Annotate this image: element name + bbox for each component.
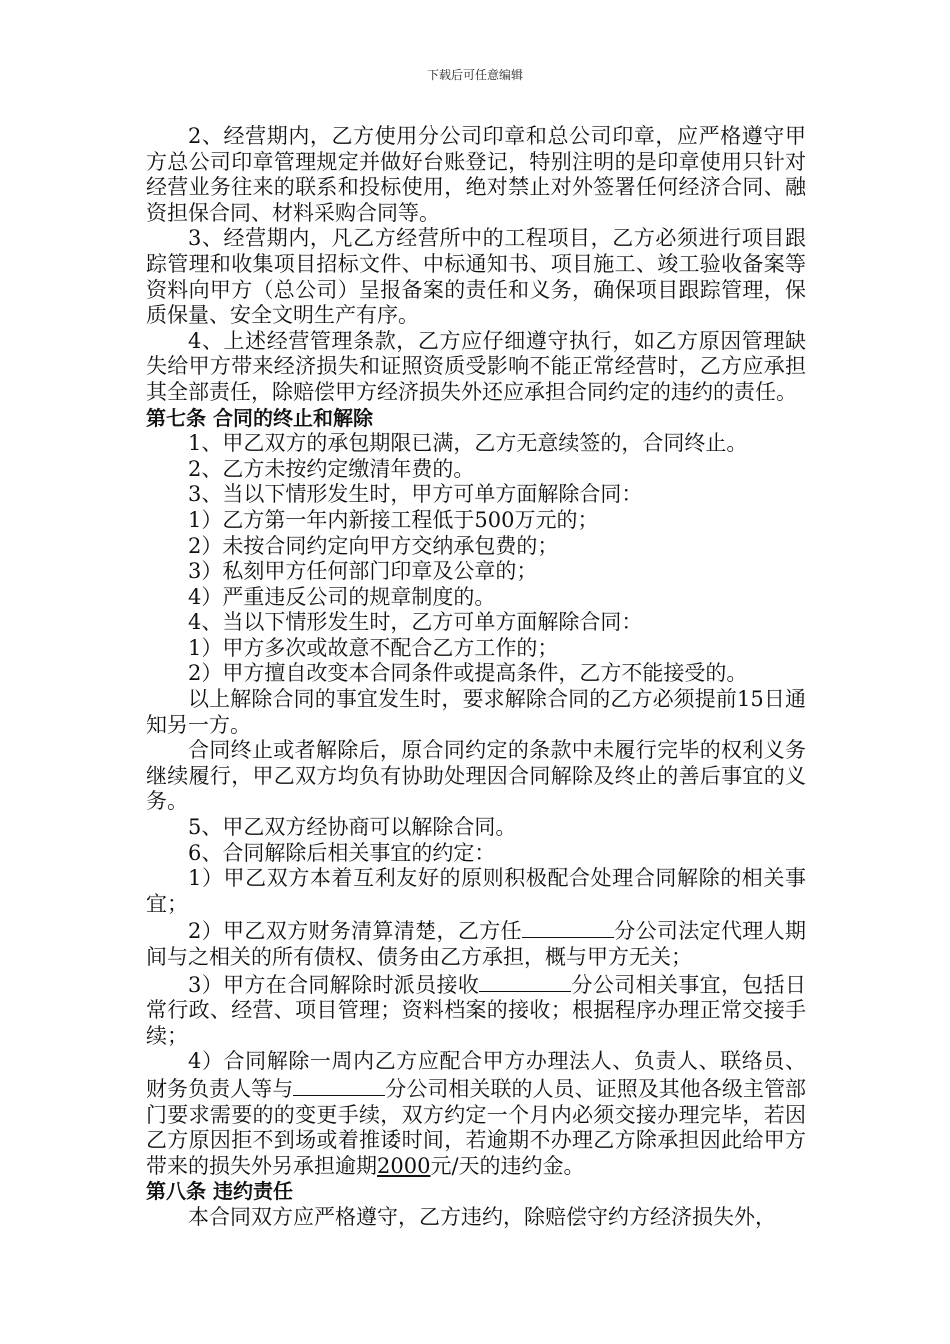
list-item: 4）严重违反公司的规章制度的。 [188, 584, 496, 609]
fill-in-blank [293, 1075, 385, 1096]
paragraph: 3、当以下情形发生时，甲方可单方面解除合同： [188, 482, 643, 507]
paragraph: 1、甲乙双方的承包期限已满，乙方无意续签的，合同终止。 [188, 431, 748, 456]
text-run: 分公司相关事宜，包括日常行政、经营、项目管理；资料档案的接收；根据程序办理正常交接手续； [146, 972, 806, 1048]
section-heading-8: 第八条 违约责任 [146, 1179, 293, 1204]
list-item [146, 917, 806, 970]
text-run: 分公司法定代理人期间与之相关的所有债权、债务由乙方承担，概与甲方无关； [146, 919, 806, 969]
text-run: 3）甲方在合同解除时派员接收 [188, 972, 480, 997]
list-item: 3）私刻甲方任何部门印章及公章的； [188, 559, 538, 584]
paragraph: 合同终止或者解除后，原合同约定的条款中未履行完毕的权利义务继续履行，甲乙双方均负有协助处理因合同解除及终止的善后事宜的义务。 [146, 738, 806, 814]
list-item: 1）乙方第一年内新接工程低于500万元的； [188, 507, 599, 532]
paragraph: 4、上述经营管理条款，乙方应仔细遵守执行，如乙方原因管理缺失给甲方带来经济损失和证照资质受影响不能正常经营时，乙方应承担其全部责任，除赔偿甲方经济损失外还应承担合同约定的违约的责任。 [146, 328, 806, 404]
text-run: 4）合同解除一周内乙方应配合甲方办理法人、负责人、联络员、财务负责人等与 [146, 1049, 806, 1101]
fill-in-blank [522, 917, 614, 938]
list-item [146, 971, 806, 1050]
paragraph: 2、乙方未按约定缴清年费的。 [188, 456, 475, 481]
list-item [146, 1049, 806, 1179]
paragraph: 4、当以下情形发生时，乙方可单方面解除合同： [188, 610, 643, 635]
list-item: 2）甲方擅自改变本合同条件或提高条件，乙方不能接受的。 [188, 661, 748, 686]
penalty-amount: 2000 [377, 1153, 431, 1178]
list-item: 1）甲方多次或故意不配合乙方工作的； [188, 635, 559, 660]
text-run: 元/天的违约金。 [430, 1153, 585, 1178]
document-body [146, 124, 806, 1231]
paragraph: 5、甲乙双方经协商可以解除合同。 [188, 815, 517, 840]
list-item: 2）未按合同约定向甲方交纳承包费的； [188, 533, 559, 558]
paragraph: 3、经营期内，凡乙方经营所中的工程项目，乙方必须进行项目跟踪管理和收集项目招标文件、中标通知书、项目施工、竣工验收备案等资料向甲方（总公司）呈报备案的责任和义务，确保项目跟踪管理，保质保量、安全文明生产有序。 [146, 226, 806, 328]
list-item: 1）甲乙双方本着互利友好的原则积极配合处理合同解除的相关事宜； [146, 866, 806, 916]
section-heading-7: 第七条 合同的终止和解除 [146, 405, 373, 430]
paragraph: 以上解除合同的事宜发生时，要求解除合同的乙方必须提前15日通知另一方。 [146, 687, 806, 737]
paragraph: 6、合同解除后相关事宜的约定： [188, 840, 496, 865]
paragraph: 2、经营期内，乙方使用分公司印章和总公司印章，应严格遵守甲方总公司印章管理规定并做好台账登记，特别注明的是印章使用只针对经营业务往来的联系和投标使用，绝对禁止对外签署任何经济合同、融资担保合同、材料采购合同等。 [146, 124, 806, 225]
page-header: 下载后可任意编辑 [426, 68, 523, 82]
paragraph: 本合同双方应严格遵守，乙方违约，除赔偿守约方经济损失外， [188, 1204, 776, 1229]
text-run: 2）甲乙双方财务清算清楚，乙方任 [188, 919, 522, 944]
fill-in-blank [479, 971, 571, 992]
text-run: 分公司相关联的人员、证照及其他各级主管部门要求需要的的变更手续，双方约定一个月内必须交接办理完毕，若因乙方原因拒不到场或着推诿时间，若逾期不办理乙方除承担因此给甲方带来的损失外另承担逾期 [146, 1076, 807, 1178]
